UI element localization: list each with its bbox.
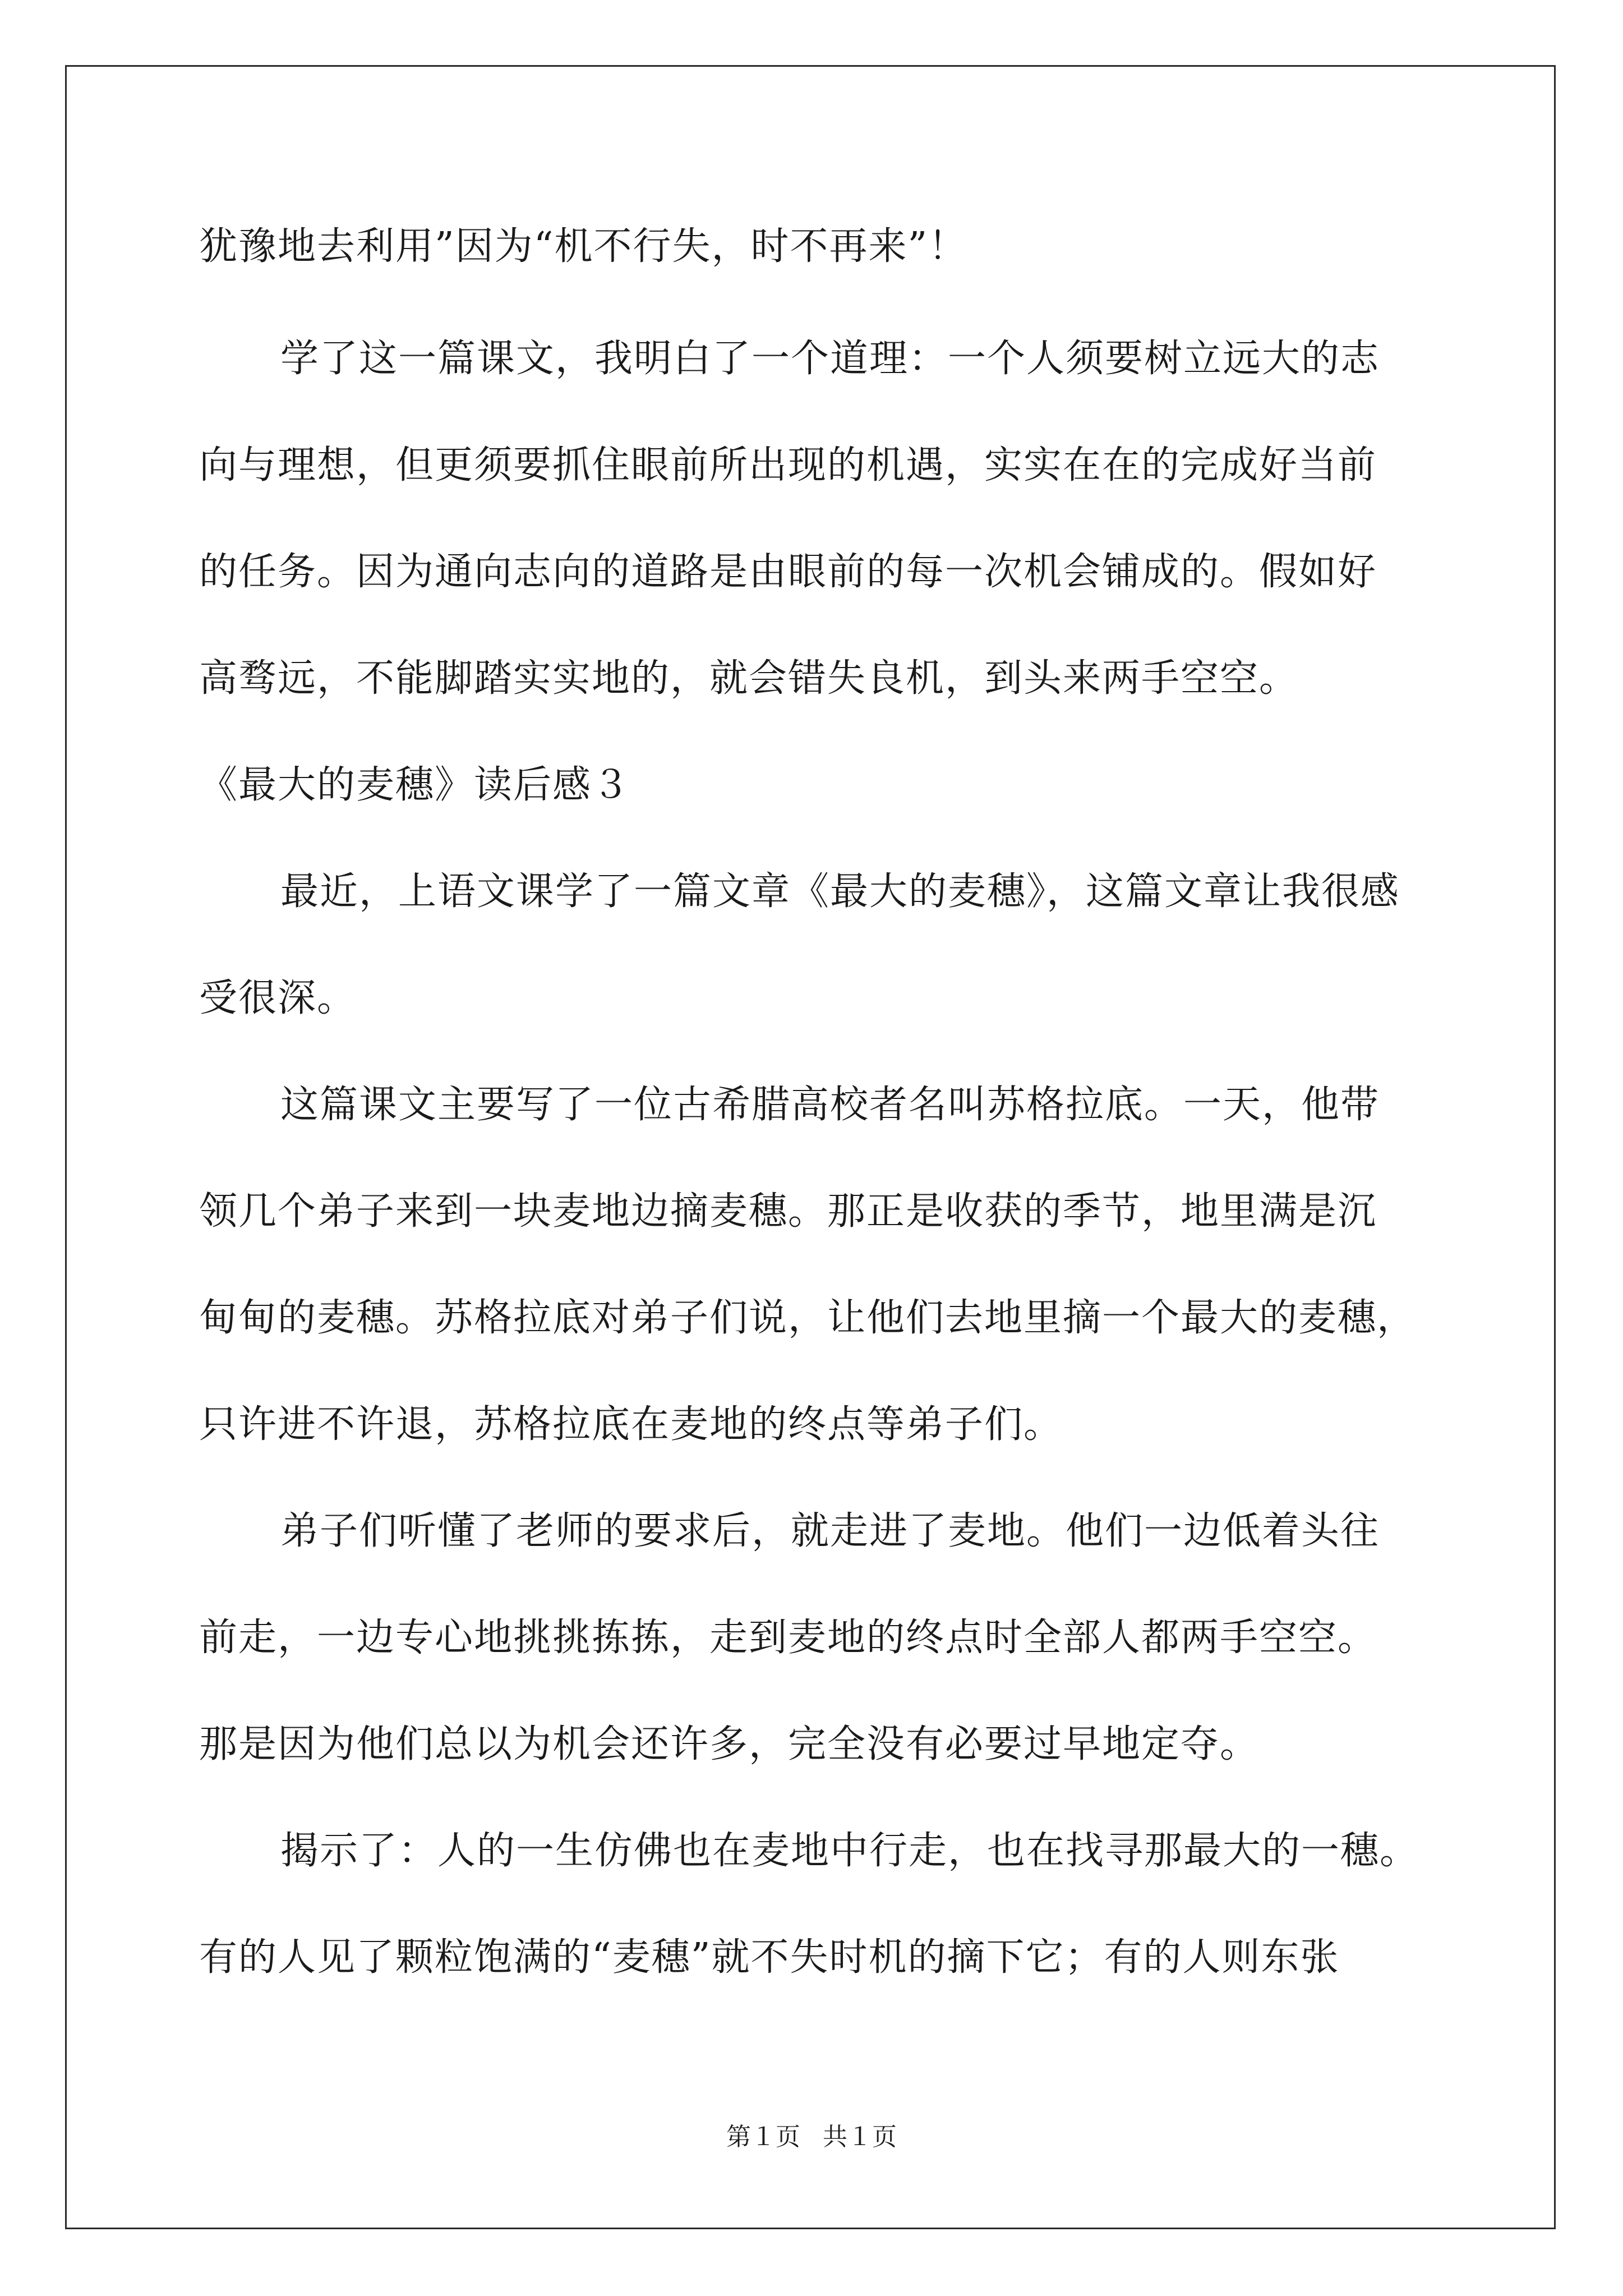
page-border <box>65 65 1556 2229</box>
text-line: 领几个弟子来到一块麦地边摘麦穗。那正是收获的季节，地里满是沉 <box>199 1189 1377 1234</box>
section-heading: 《最大的麦穗》读后感３ <box>199 763 631 807</box>
text-line: 向与理想，但更须要抓住眼前所出现的机遇，实实在在的完成好当前 <box>199 443 1377 487</box>
text-line: 甸甸的麦穗。苏格拉底对弟子们说，让他们去地里摘一个最大的麦穗， <box>199 1296 1417 1340</box>
text-line: 最近，上语文课学了一篇文章《最大的麦穗》，这篇文章让我很感 <box>280 869 1400 914</box>
text-line: 有的人见了颗粒饱满的“麦穗”就不失时机的摘下它；有的人则东张 <box>199 1935 1340 1980</box>
text-line: 的任务。因为通向志向的道路是由眼前的每一次机会铺成的。假如好 <box>199 550 1377 594</box>
text-line: 高骛远，不能脚踏实实地的，就会错失良机，到头来两手空空。 <box>199 656 1299 701</box>
text-line: 揭示了：人的一生仿佛也在麦地中行走，也在找寻那最大的一穗。 <box>280 1829 1419 1873</box>
page-total: 共１页 <box>823 2123 897 2151</box>
page-footer <box>0 2120 1623 2154</box>
text-line: 学了这一篇课文，我明白了一个道理：一个人须要树立远大的志 <box>280 337 1380 381</box>
text-line: 前走，一边专心地挑挑拣拣，走到麦地的终点时全部人都两手空空。 <box>199 1616 1377 1660</box>
page-number: 第１页 <box>726 2123 800 2151</box>
text-line: 那是因为他们总以为机会还许多，完全没有必要过早地定夺。 <box>199 1722 1260 1766</box>
text-line: 弟子们听懂了老师的要求后，就走进了麦地。他们一边低着头往 <box>280 1509 1380 1553</box>
text-line: 只许进不许退，苏格拉底在麦地的终点等弟子们。 <box>199 1402 1063 1447</box>
text-line: 受很深。 <box>199 976 357 1020</box>
text-line: 犹豫地去利用”因为“机不行失，时不再来”！ <box>199 224 968 269</box>
text-line: 这篇课文主要写了一位古希腊高校者名叫苏格拉底。一天，他带 <box>280 1083 1380 1127</box>
